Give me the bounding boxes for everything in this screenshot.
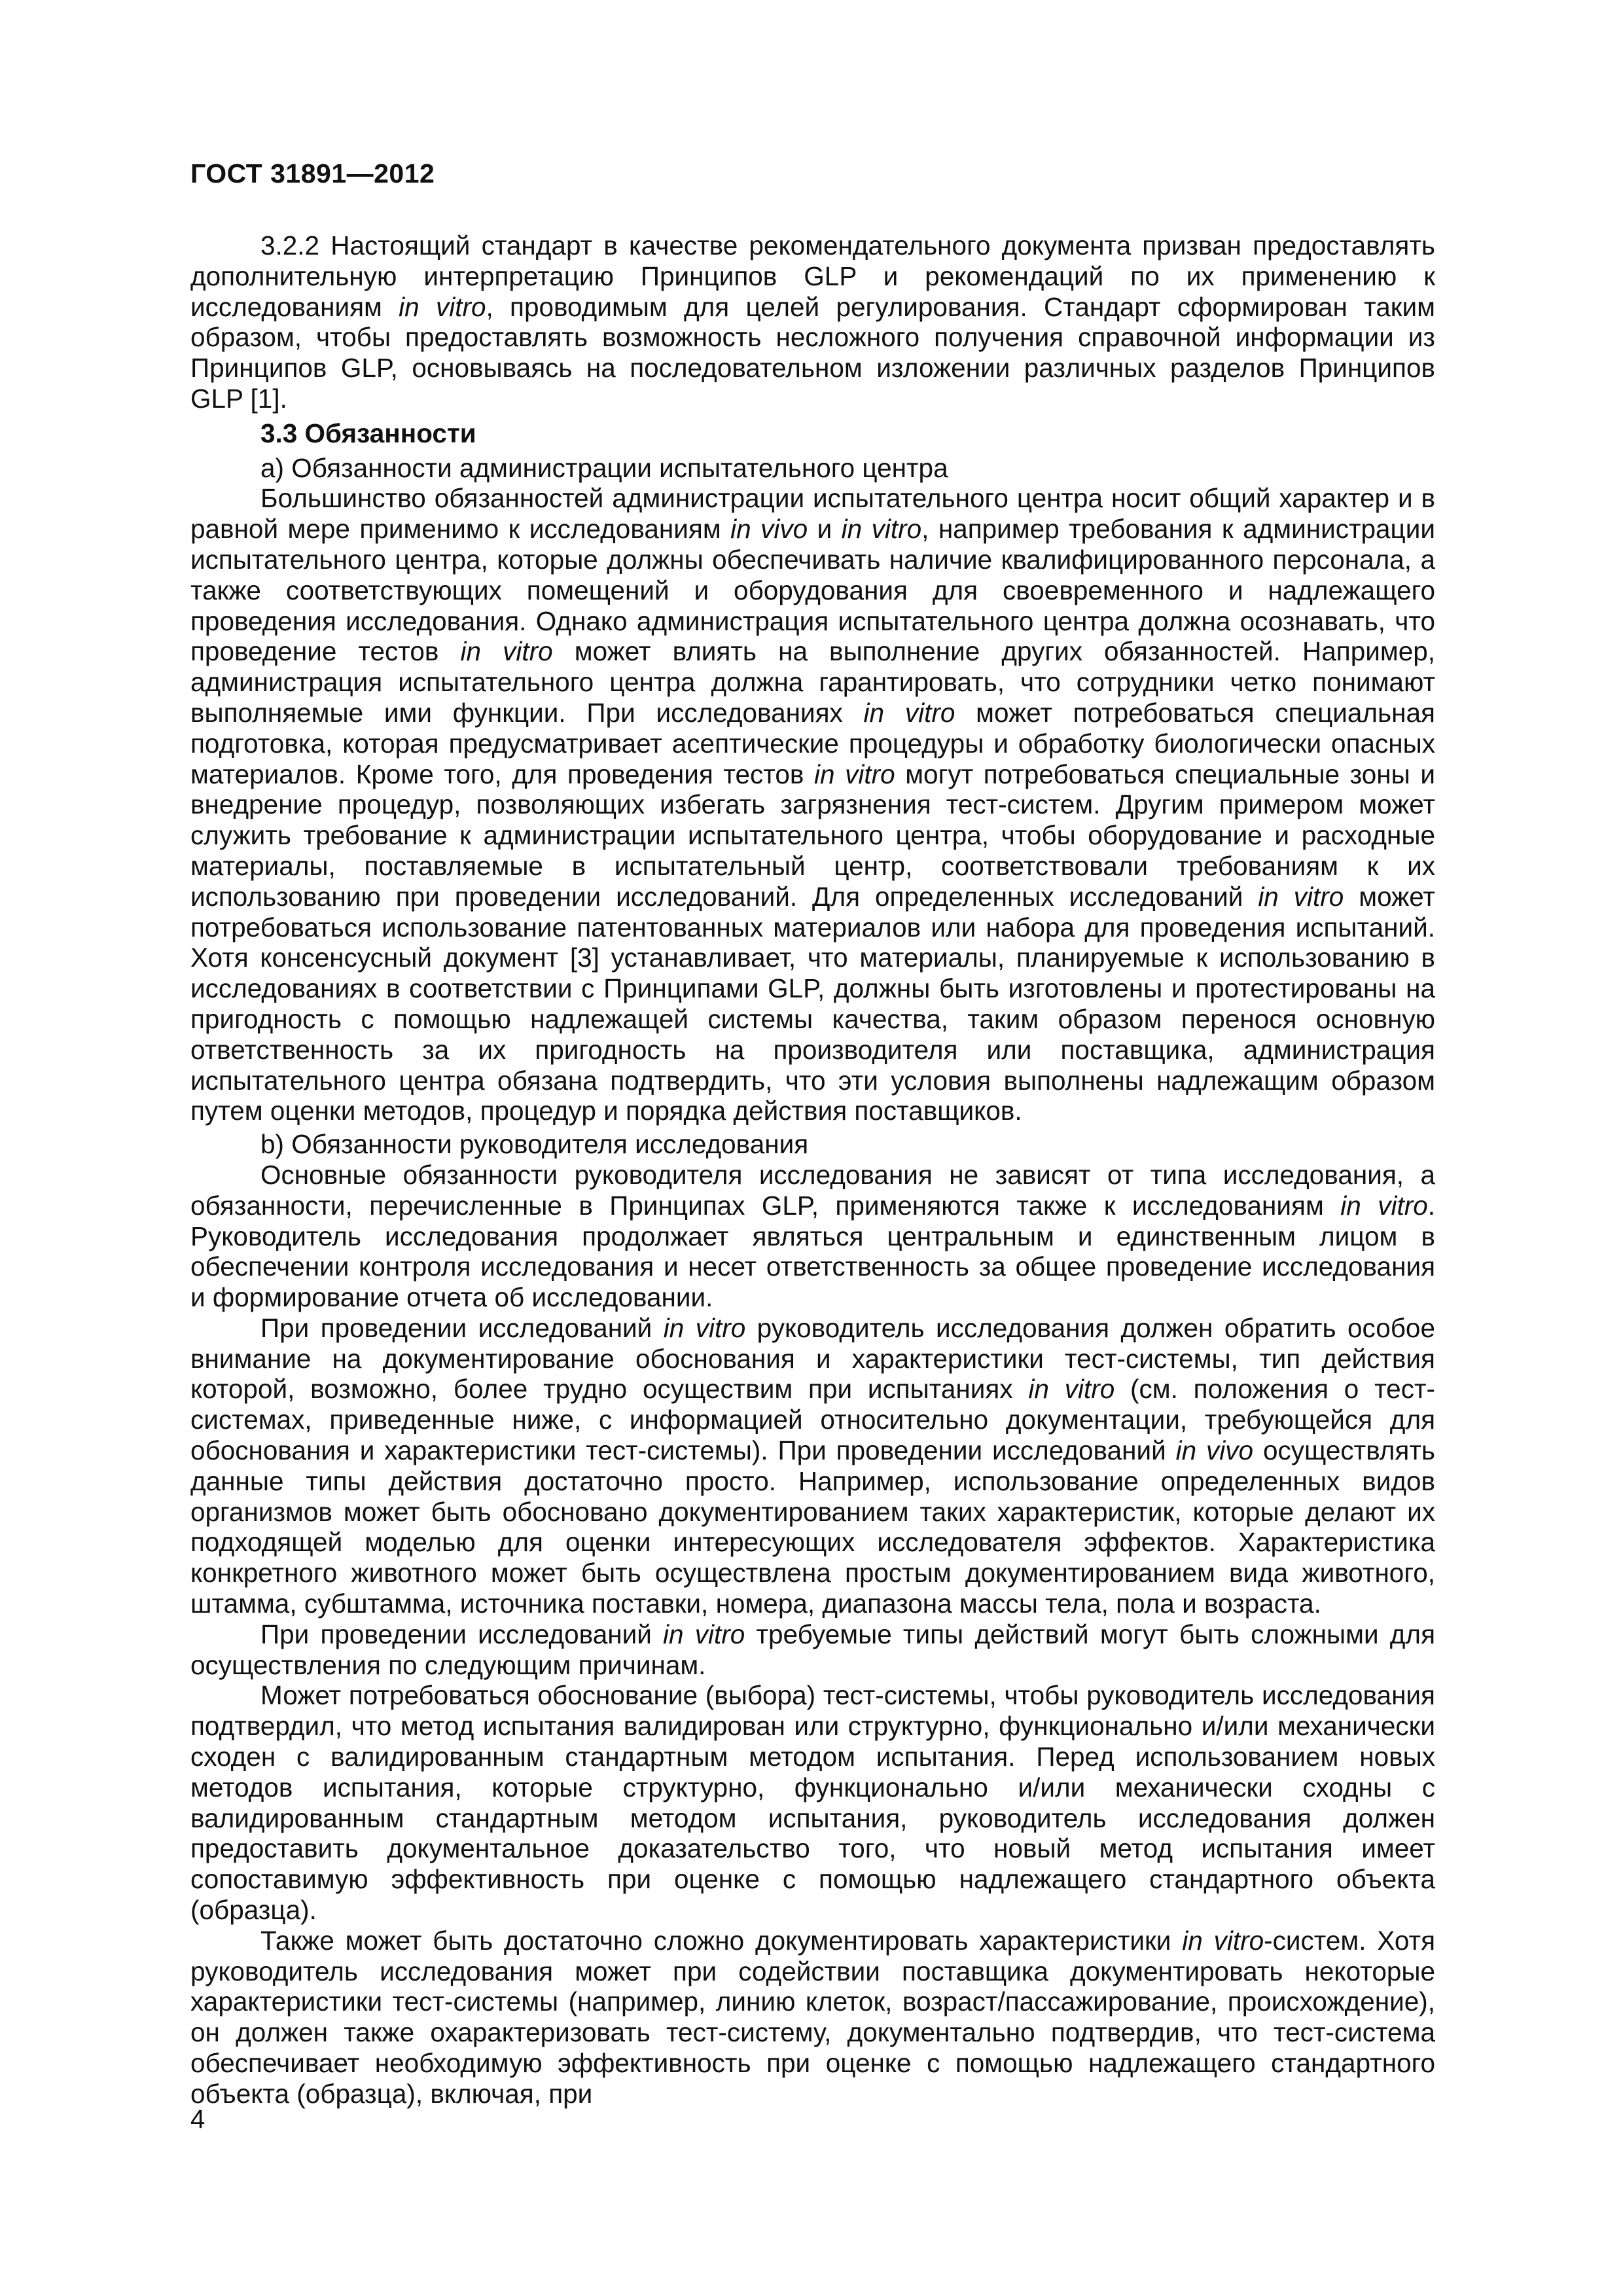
page-number: 4 bbox=[190, 2105, 205, 2134]
subsection-title: b) Обязанности руководителя исследования bbox=[260, 1129, 809, 1160]
paragraph: Может потребоваться обоснование (выбора) тест-системы, чтобы руководитель исследования подтвердил, что метод испытания валидирован или структурно, функционально и/или механически сходен с валидированным стандартным методом испытания. Перед использованием новых методов испытания, которые структурно, функционально и/или механически сходны с валидированным стандартным методом испытания, руководитель исследования должен предоставить документальное доказательство того, что новый метод испытания имеет сопоставимую эффективность при оценке с помощью надлежащего стандартного объекта (образца). bbox=[190, 1680, 1435, 1926]
paragraph: Большинство обязанностей администрации испытательного центра носит общий характер и в равной мере применимо к исследованиям in vivo и in vitro, например требования к администрации испытательного центра, которые должны обеспечивать наличие квалифицированного персонала, а также соответствующих помещений и оборудования для своевременного и надлежащего проведения исследования. Однако администрация испытательного центра должна осознавать, что проведение тестов in vitro может влиять на выполнение других обязанностей. Например, администрация испытательного центра должна гарантировать, что сотрудники четко понимают выполняемые ими функции. При исследованиях in vitro может потребоваться специальная подготовка, которая предусматривает асептические процедуры и обработку биологически опасных материалов. Кроме того, для проведения тестов in vitro могут потребоваться специальные зоны и внедрение процедур, позволяющих избегать загрязнения тест-систем. Другим примером может служить требование к администрации испытательного центра, чтобы оборудование и расходные материалы, поставляемые в испытательный центр, соответствовали требованиям к их использованию при проведении исследований. Для определенных исследований in vitro может потребоваться использование патентованных материалов или набора для проведения испытаний. Хотя консенсусный документ [3] устанавливает, что материалы, планируемые к использованию в исследованиях в соответствии с Принципами GLP, должны быть изготовлены и протестированы на пригодность с помощью надлежащей системы качества, таким образом перенося основную ответственность за их пригодность на производителя или поставщика, администрация испытательного центра обязана подтвердить, что эти условия выполнены надлежащим образом путем оценки методов, процедур и порядка действия поставщиков. bbox=[190, 483, 1435, 1126]
paragraph: При проведении исследований in vitro требуемые типы действий могут быть сложными для осуществления по следующим причинам. bbox=[190, 1619, 1435, 1680]
paragraph: При проведении исследований in vitro руководитель исследования должен обратить особое внимание на документирование обоснования и характеристики тест-системы, тип действия которой, возможно, более трудно осуществим при испытаниях in vitro (см. положения о тест-системах, приведенные ниже, с информацией относительно документации, требующейся для обоснования и характеристики тест-системы). При проведении исследований in vivo осуществлять данные типы действия достаточно просто. Например, использование определенных видов организмов может быть обосновано документированием таких характеристик, которые делают их подходящей моделью для оценки интересующих исследователя эффектов. Характеристика конкретного животного может быть осуществлена простым документированием вида животного, штамма, субштамма, источника поставки, номера, диапазона массы тела, пола и возраста. bbox=[190, 1312, 1436, 1619]
document-body bbox=[190, 230, 1435, 2109]
subsection-title: a) Обязанности администрации испытательного центра bbox=[260, 452, 948, 483]
paragraph: 3.2.2 Настоящий стандарт в качестве рекомендательного документа призван предоставлять дополнительную интерпретацию Принципов GLP и рекомендаций по их применению к исследованиям in vitro, проводимым для целей регулирования. Стандарт сформирован таким образом, чтобы предоставлять возможность несложного получения справочной информации из Принципов GLP, основываясь на последовательном изложении различных разделов Принципов GLP [1]. bbox=[190, 230, 1435, 414]
section-heading: 3.3 Обязанности bbox=[260, 418, 476, 448]
document-header: ГОСТ 31891—2012 bbox=[190, 158, 435, 188]
paragraph: Также может быть достаточно сложно документировать характеристики in vitro-систем. Хотя руководитель исследования может при содействии поставщика документировать некоторые характеристики тест-системы (например, линию клеток, возраст/пассажирование, происхождение), он должен также охарактеризовать тест-систему, документально подтвердив, что тест-система обеспечивает необходимую эффективность при оценке с помощью надлежащего стандартного объекта (образца), включая, при bbox=[190, 1925, 1435, 2109]
paragraph: Основные обязанности руководителя исследования не зависят от типа исследования, а обязанности, перечисленные в Принципах GLP, применяются также к исследованиям in vitro. Руководитель исследования продолжает являться центральным и единственным лицом в обеспечении контроля исследования и несет ответственность за общее проведение исследования и формирование отчета об исследовании. bbox=[190, 1159, 1435, 1313]
